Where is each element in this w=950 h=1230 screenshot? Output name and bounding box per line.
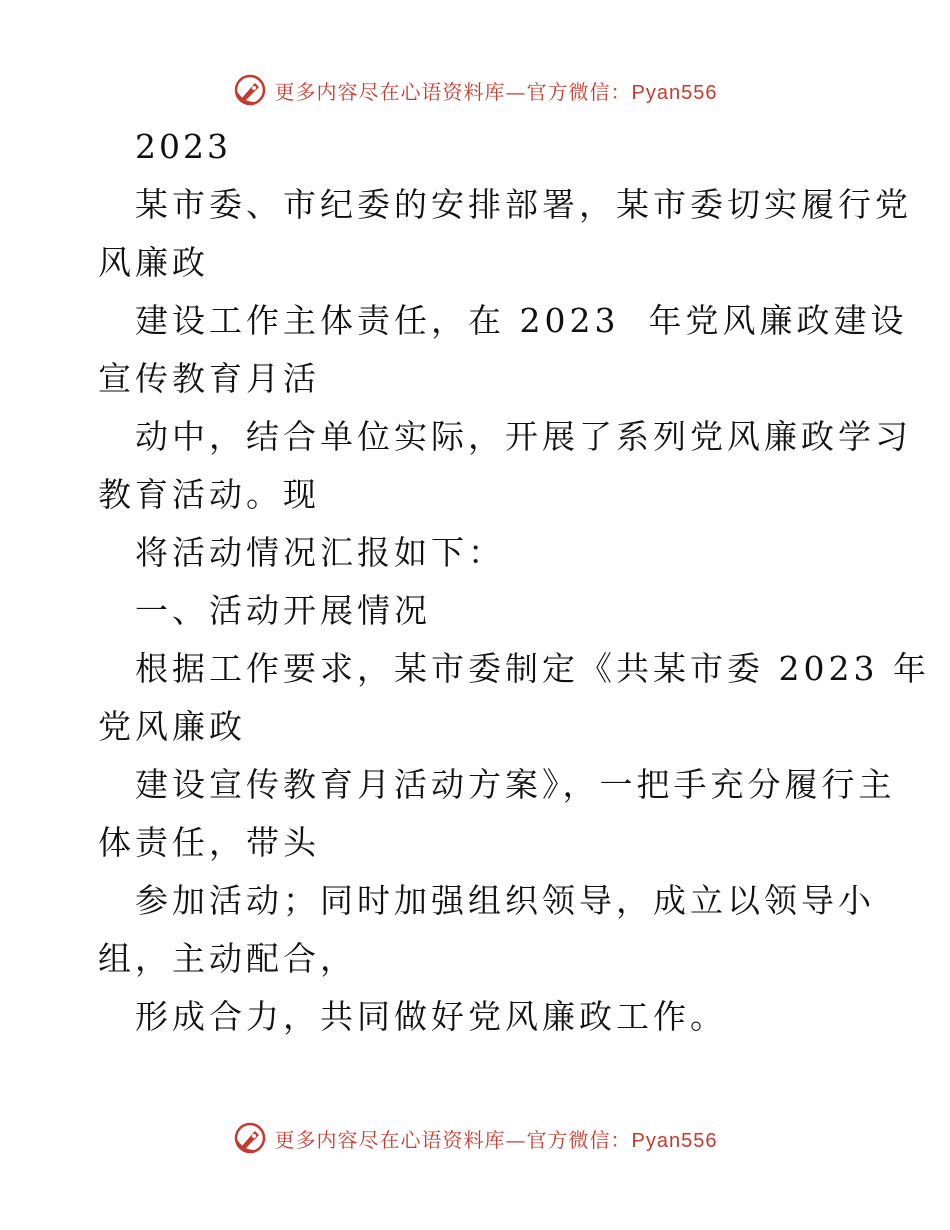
doc-line: 组，主动配合，: [98, 939, 357, 978]
doc-line: 建设工作主体责任，在 2023 年党风廉政建设: [135, 301, 908, 340]
section-heading: 一、活动开展情况: [135, 591, 431, 630]
header-wechat-id: Pyan556: [631, 81, 718, 104]
doc-line: 将活动情况汇报如下：: [135, 533, 505, 572]
pen-nib-logo-icon: [233, 73, 267, 107]
header-banner-text: [275, 76, 718, 105]
doc-line: 形成合力，共同做好党风廉政工作。: [135, 997, 727, 1036]
header-banner: [0, 68, 950, 112]
doc-line: 宣传教育月活: [98, 359, 320, 398]
footer-banner-text: [275, 1124, 718, 1153]
doc-line: 2023: [135, 127, 231, 166]
doc-line: 参加活动；同时加强组织领导，成立以领导小: [135, 881, 875, 920]
doc-line: 建设宣传教育月活动方案》，一把手充分履行主: [135, 765, 896, 804]
doc-line: 教育活动。现: [98, 475, 320, 514]
header-banner-label: 更多内容尽在心语资料库—官方微信：: [274, 79, 632, 104]
document-body: [98, 118, 930, 1046]
doc-line: 动中，结合单位实际，开展了系列党风廉政学习: [135, 417, 912, 456]
footer-banner: [0, 1116, 950, 1160]
footer-banner-label: 更多内容尽在心语资料库—官方微信：: [274, 1127, 632, 1152]
doc-line: 风廉政: [98, 243, 209, 282]
doc-line: 根据工作要求，某市委制定《共某市委 2023 年: [135, 649, 930, 688]
doc-line: 党风廉政: [98, 707, 246, 746]
doc-line: 某市委、市纪委的安排部署，某市委切实履行党: [135, 185, 912, 224]
footer-wechat-id: Pyan556: [631, 1129, 718, 1152]
doc-line: 体责任，带头: [98, 823, 320, 862]
pen-nib-logo-icon: [233, 1121, 267, 1155]
